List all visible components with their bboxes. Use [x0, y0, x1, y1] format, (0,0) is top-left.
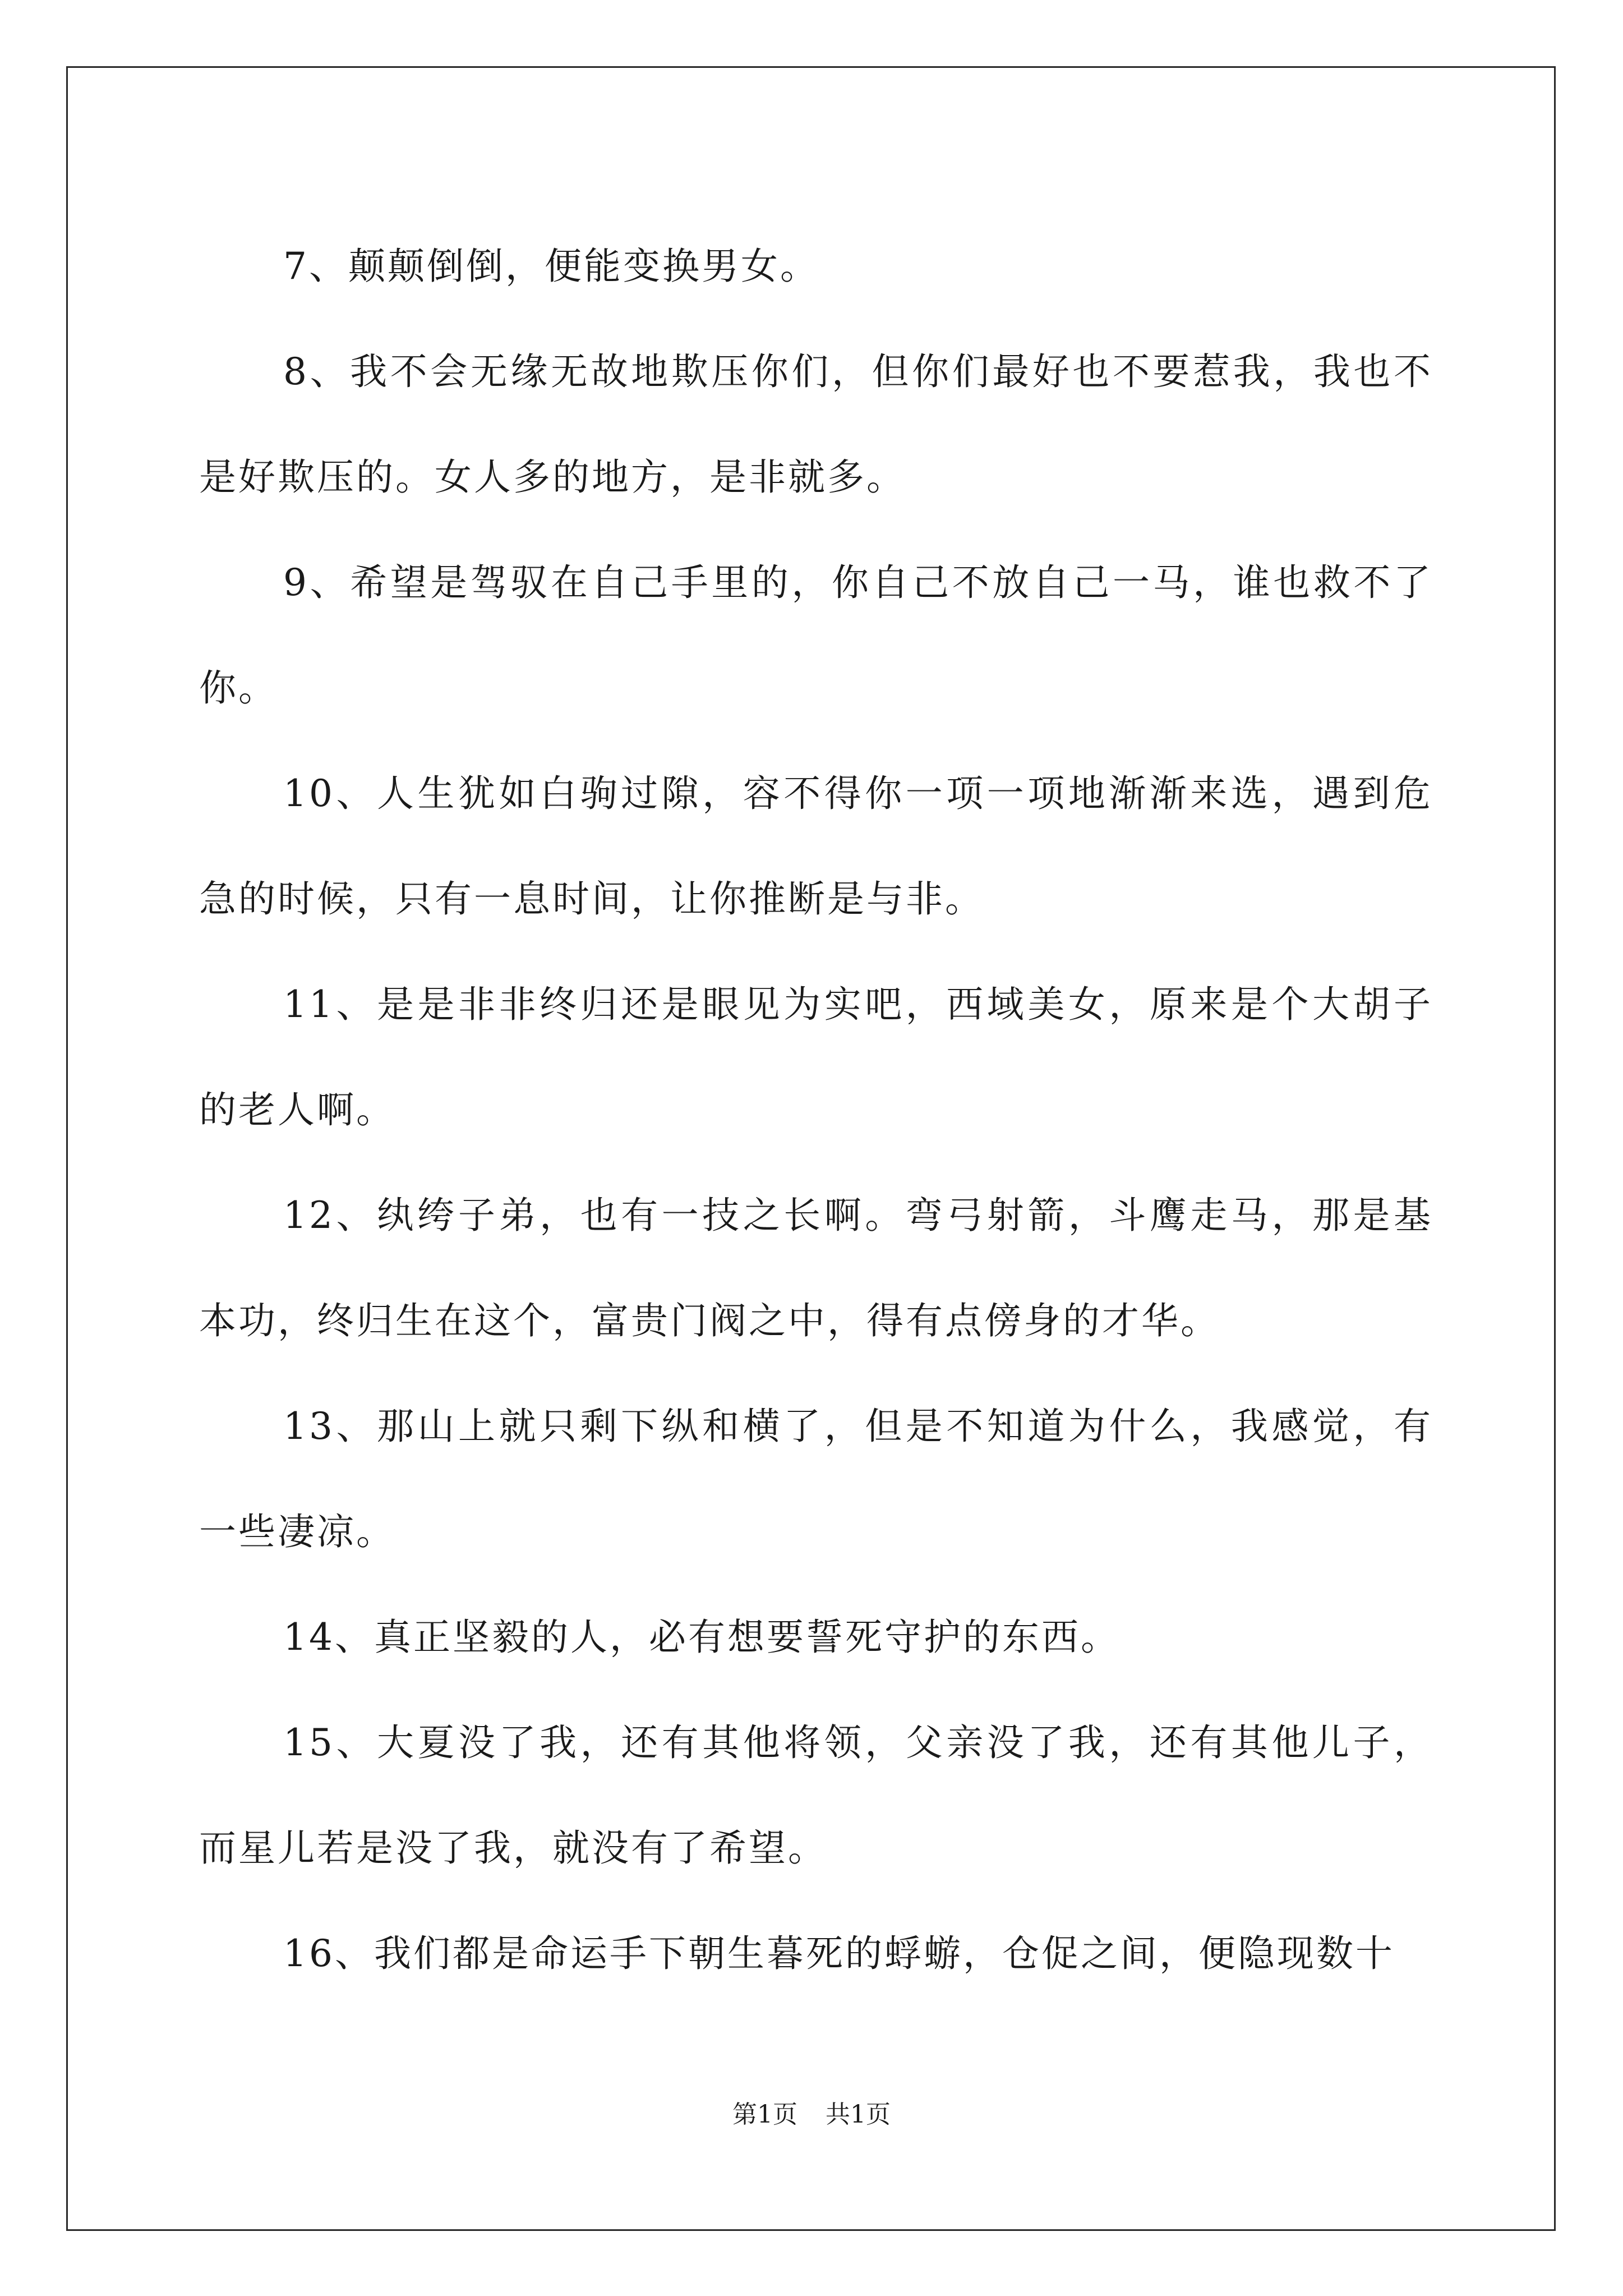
paragraph-11: 11、是是非非终归还是眼见为实吧，西域美女，原来是个大胡子的老人啊。 — [199, 983, 1433, 1131]
paragraph-8: 8、我不会无缘无故地欺压你们，但你们最好也不要惹我，我也不是好欺压的。女人多的地方，是非就多。 — [199, 350, 1433, 499]
paragraph-15: 15、大夏没了我，还有其他将领，父亲没了我，还有其他儿子，而星儿若是没了我，就没有了希望。 — [199, 1721, 1433, 1870]
paragraph-7: 7、颠颠倒倒，便能变换男女。 — [283, 245, 819, 288]
paragraph-13: 13、那山上就只剩下纵和横了，但是不知道为什么，我感觉，有一些凄凉。 — [199, 1405, 1433, 1553]
page-count: 共1页 — [826, 2100, 891, 2129]
paragraph-9: 9、希望是驾驭在自己手里的，你自己不放自己一马，谁也救不了你。 — [199, 561, 1433, 710]
page-number: 第1页 — [732, 2100, 797, 2129]
paragraph-16: 16、我们都是命运手下朝生暮死的蜉蝣，仓促之间，便隐现数十 — [283, 1932, 1395, 1975]
paragraph-10: 10、人生犹如白驹过隙，容不得你一项一项地渐渐来选，遇到危急的时候，只有一息时间，让你推断是与非。 — [199, 772, 1433, 921]
paragraph-12: 12、纨绔子弟，也有一技之长啊。弯弓射箭，斗鹰走马，那是基本功，终归生在这个，富贵门阀之中，得有点傍身的才华。 — [199, 1194, 1433, 1342]
page-footer — [0, 2098, 1623, 2132]
document-body — [199, 214, 1433, 2007]
paragraph-14: 14、真正坚毅的人，必有想要誓死守护的东西。 — [283, 1616, 1120, 1659]
